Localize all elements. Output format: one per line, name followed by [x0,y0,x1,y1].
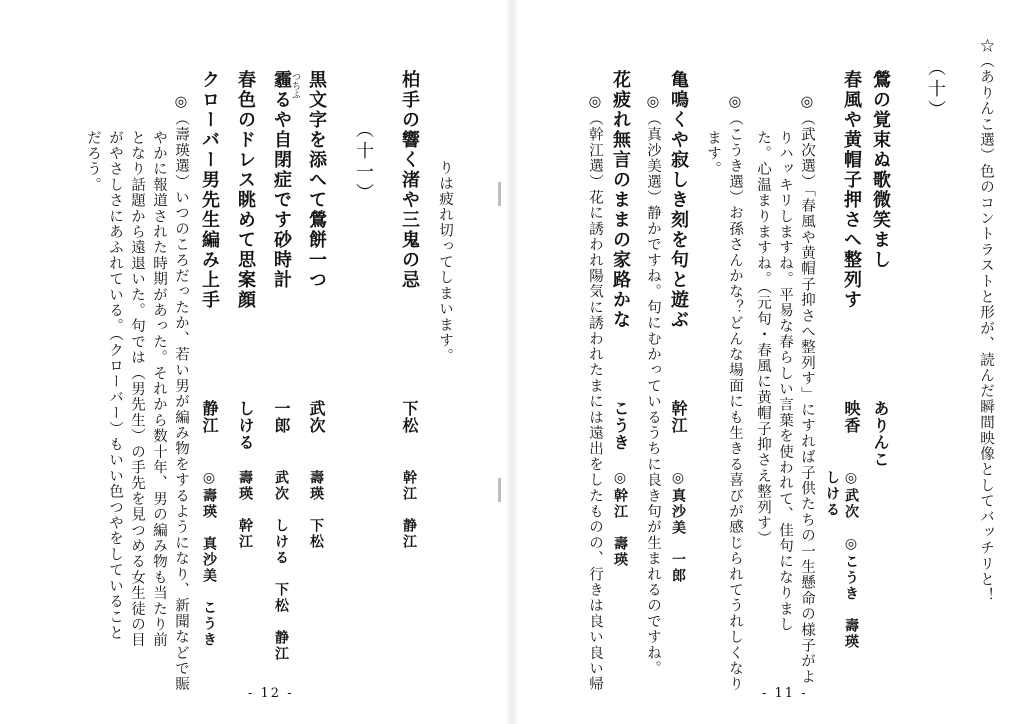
comment-line: ◎（真沙美選）静かですね。句にむかっているうちに良き句が生まれるのですね。 [645,94,661,677]
haiku-author: ありんこ [871,400,890,468]
page-12 [0,0,510,724]
selectors: 壽瑛 幹江 [237,470,253,550]
section-heading-10: （十） [925,58,946,121]
selectors: ◎武次 ◎こうき 壽瑛 [843,470,859,650]
selectors: 幹江 静江 [401,470,417,550]
selectors: ◎壽瑛 真沙美 こうき [201,470,217,648]
haiku-text: クローバー男先生編み上手 [199,70,220,310]
comment-line: ます。 [705,130,721,178]
intro-comment: ☆（ありんこ選）色のコントラストと形が、読んだ瞬間映像としてバッチリと！ [978,38,994,604]
page-number: - 11 - [762,686,808,701]
comment-line: ◎（武次選）「春風や黄帽子抑さへ整列す」にすれば子供たちの一生懸命の様子がよ [799,94,815,685]
comment-line: ◎（幹江選）花に誘われ陽気に誘われたまには遠出をしたものの、行きは良い良い帰 [587,94,603,693]
haiku-author: 下松 [400,400,419,434]
comment-line: やかに報道された時期があった。それから数十年、男の編み物も当たり前 [151,130,167,649]
page-11 [512,0,1024,724]
haiku-author: 幹江 [669,400,688,434]
haiku-text: 柏手の響く渚や三鬼の忌 [399,70,420,290]
haiku-text: 春風や黄帽子押さへ整列す [841,70,862,310]
ruby-reading: つちふ [290,72,300,99]
comment-line: だろう。 [85,130,101,193]
comment-line: た。心温まりますね。（元句・春風に黄帽子抑さえ整列す） [755,130,771,547]
selectors: ◎真沙美 一郎 [670,470,686,584]
haiku-text: 花疲れ無言のままの家路かな [610,70,631,330]
haiku-author: こうき [611,400,630,451]
haiku-text: 鶯の覚束ぬ歌微笑まし [870,70,891,270]
haiku-text: 亀鳴くや寂しき刻を句と遊ぶ [668,70,689,330]
haiku-text: 霾るや自閉症です砂時計 [271,70,292,290]
comment-line: となり話題から遠退いた。句では（男先生）の手先を見つめる女生徒の目 [129,130,145,649]
haiku-author: しける [236,400,255,451]
comment-line: ◎（壽瑛選）いつのころだったか、若い男が編み物をするようになり、新聞などで賑 [173,94,189,693]
comment-line: りハッキリしますね。平易な春らしい言葉を使われて、佳句になりまし [777,130,793,633]
selectors: 壽瑛 下松 [308,470,324,550]
selectors: ◎幹江 壽瑛 [612,470,628,568]
comment-line: ◎（こうき選）お孫さんかな？どんな場面にも生きる喜びが感じられてうれしくなり [727,94,743,693]
continued-comment: りは疲れ切ってしまいます。 [437,160,453,365]
selectors: 武次 しける 下松 静江 [273,470,289,662]
haiku-author: 武次 [307,400,326,434]
section-heading-11: （十一） [353,120,374,204]
haiku-author: 映香 [842,400,861,434]
comment-line: がやさしさにあふれている。（クローバー）もいい色つやをしていること [107,130,123,641]
selectors: しける [824,470,840,518]
haiku-author: 一郎 [272,400,291,434]
haiku-text: 黒文字を添へて鶯餅一つ [306,70,327,290]
haiku-text: 春色のドレス眺めて思案顔 [235,70,256,310]
page-number: - 12 - [248,686,294,701]
haiku-author: 静江 [200,400,219,434]
